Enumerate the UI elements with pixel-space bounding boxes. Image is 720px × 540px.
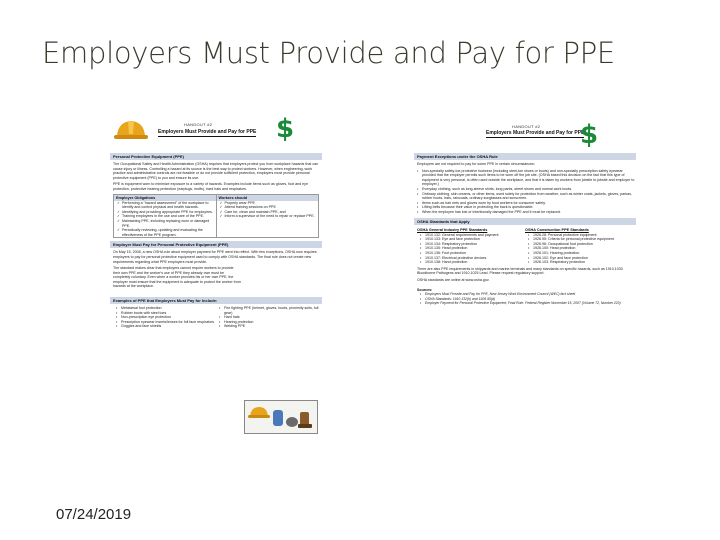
list-item: • Prescription eyewear inserts/lenses for full face respirators [113,320,216,325]
paragraph: PPE is equipment worn to minimize exposure to a variety of hazards. Examples include items such as gloves, foot and eye protection, protective hearing protection (earplugs, muffs), hard hats and respirators. [113,182,308,191]
hard-hat-icon [114,118,148,142]
list-item: • 1910.138: Hand protection [417,260,525,265]
list-item: • 1910.135: Head protection [417,246,525,251]
source-item: • Employer Payment for Personal Protective Equipment; Final Rule. Federal Register November 15, 2007 (Volume 72, Number 220) [417,301,633,305]
sources-label: Sources: [417,288,433,293]
section-heading: Personal Protective Equipment (PPE) [110,153,322,160]
handout-page-2 [414,118,636,446]
sources-block [417,288,633,305]
slide-date: 07/24/2019 [56,506,132,523]
list-item: ✓ Properly wear PPE [217,201,319,206]
source-item: • Employers Must Provide and Pay for PPE, New Jersey Work Environment Council (WEC) fact sheet [417,292,633,296]
list-item: • Items such as hair nets and gloves worn by food workers for consumer safety. [414,201,636,206]
list-item: • Rubber boots with steel toes [113,311,216,316]
list-item: • 1910.136: Foot protection [417,251,525,256]
list-item: ✓ Identifying and providing appropriate PPE for employees. [114,210,216,215]
list-item: • Ordinary clothing, skin creams, or other items, used solely for protection from weather, such as winter coats, jackets, gloves, parkas, rubber boots, hats, raincoats, ordinary sunglasses and sunscreen. [414,192,636,201]
list-item: • 1910.134: Respiratory protection [417,242,525,247]
list-item: • 1910.137: Electrical protective devices [417,256,525,261]
list-item: • Non-prescription eye protection [113,315,216,320]
paragraph: Employers are not required to pay for some PPE in certain circumstances: [417,162,535,166]
dollar-sign-icon: $ [276,116,295,144]
list-item: • 1926.100: Head protection [525,246,633,251]
list-item: • Metatarsal foot protection [113,306,216,311]
list-item: • 1910.133: Eye and face protection [417,237,525,242]
list-item: • Non-specialty safety-toe protective footwear (including steel-toe shoes or boots) and non-specialty prescription safety eyewear provided that the employer permits such items to be worn off the job site. (OSHA based this decision on the fact that this type of equipment is very personal, is often used outside the workplace, and that it is taken by workers from jobsite to jobsite and employer to employer.) [414,169,636,187]
handout-number: HANDOUT #2 [512,124,541,129]
handout-number: HANDOUT #2 [184,122,213,127]
handout-header [414,118,636,150]
ppe-items-graphic [246,402,316,432]
list-item: • 1926.95: Criteria for personal protective equipment [525,237,633,242]
list-item: ✓ Performing a "hazard assessment" of the workplace to identify and control physical and health hazards. [114,201,216,210]
examples-list [113,306,319,329]
section-heading: Examples of PPE that Employers Must Pay for Include: [110,297,322,304]
list-item: • 1926.102: Eye and face protection [525,256,633,261]
list-item: • Goggles and face shields [113,324,216,329]
list-item: • Everyday clothing, such as long-sleeve shirts, long pants, street shoes and normal work boots. [414,187,636,192]
list-item: • 1926.103: Respiratory protection [525,260,633,265]
handout-title: Employers Must Provide and Pay for PPE [158,129,257,135]
list-item: • Fire fighting PPE (helmet, gloves, boots, proximity suits, full gear) [216,306,319,315]
section-heading: OSHA Standards that Apply [414,218,636,225]
list-item: • 1926.28: Personal protective equipment [525,233,633,238]
column-header: OSHA Construction PPE Standards [525,227,589,232]
list-item: ✓ Care for, clean and maintain PPE, and [217,210,319,215]
list-item: ✓ Inform a supervisor of the need to repair or replace PPE. [217,214,319,219]
paragraph: There are also PPE requirements in shipyards and marine terminals and many standards on specific hazards, such as 1910.1030 Bloodborne Pathogens and 1910.1025 Lead. Please request regulatory support. [417,266,623,276]
list-item: • When the employee has lost or intentionally damaged the PPE and it must be replaced. [414,210,636,215]
handout-page-1 [110,116,322,502]
paragraph: The Occupational Safety and Health Administration (OSHA) requires that employers protect you from workplace hazards that can cause injury or illness. Controlling a hazard at its source is the best way to protect workers. However, when engineering, work practice and administrative controls are not feasible or do not provide sufficient protection, employers must provide personal protective equipment (PPE) to you and ensure its use. [113,162,319,180]
list-item: • Hearing protection [216,320,319,325]
ppe-equipment-image [244,400,318,434]
column-header: OSHA General Industry PPE Standards [417,227,488,232]
section-heading: Employer Must Pay for Personal Protective Equipment (PPE) [110,241,322,248]
slide-title: Employers Must Provide and Pay for PPE [42,36,615,70]
standards-list [417,227,633,265]
list-item: • 1910.132: General requirements and payment [417,233,525,238]
column-header: Employer Obligations [114,195,216,201]
section-heading: Payment Exceptions under the OSHA Rule [414,153,636,160]
source-item: • OSHA Standards: 1910.132(h) and 1926.95(d) [417,297,633,301]
paragraph: The standard makes clear that employers cannot require workers to provide their own PPE and the worker's use of PPE they already own must be completely voluntary. Even when a worker provides his or her own PPE, the employer must ensure that the equipment is adequate to protect the worker from hazards at the workplace. [113,266,241,289]
list-item: ✓ Attend training sessions on PPE [217,205,319,210]
obligations-table [113,194,319,239]
handout-header [110,116,322,150]
dollar-sign-icon: $ [580,120,599,150]
column-header: Workers should [217,195,319,201]
list-item: • Welding PPE [216,324,319,329]
list-item: • 1926.101: Hearing protection [525,251,633,256]
list-item: • 1926.96: Occupational foot protection [525,242,633,247]
paragraph: OSHA standards are online at www.osha.gov. [417,277,490,282]
list-item: ✓ Maintaining PPE, including replacing worn or damaged PPE. [114,219,216,228]
list-item: ✓ Periodically reviewing, updating and evaluating the effectiveness of the PPE program. [114,228,216,237]
handout-title: Employers Must Provide and Pay for PPE [486,130,585,136]
paragraph: On May 15, 2008, a new OSHA rule about employer payment for PPE went into effect. With few exceptions, OSHA now requires employers to pay for personal protective equipment used to comply with OSHA standards. The final rule does not create new requirements regarding what PPE employers must provide. [113,250,317,264]
list-item: • Hard hats [216,315,319,320]
list-item: ✓ Training employees in the use and care of the PPE. [114,214,216,219]
list-item: • Lifting belts because their value in protecting the back is questionable. [414,205,636,210]
